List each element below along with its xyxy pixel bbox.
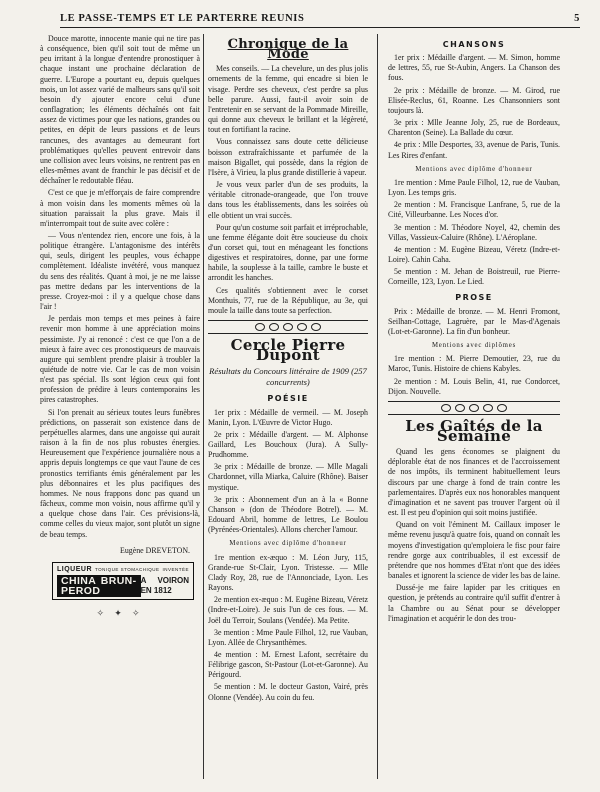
column-right (388, 34, 560, 774)
ad-tonique-label: TONIQUE STOMACHIQUE (94, 566, 160, 572)
ad-brand: CHINA BRUN-PEROD (57, 575, 141, 597)
paragraph: — Vous n'entendez rien, encore une fois, à la politique étrangère. L'antagonisme des intérêts qui, seuls, dirigent les peuples, vous échappe complètement. Idéaliste invétéré, vous manquez du sens des réalités. Quant à moi, je ne me laisse pas mettre dedans par les interventions de la presse. Croyez-moi : il y a quelque chose dans l'air ! (40, 230, 200, 312)
author-signature: Eugène DREVETON. (120, 545, 190, 555)
cercle-section-title: Cercle Pierre Dupont (230, 336, 346, 365)
column-left (40, 34, 200, 774)
mention-entry: 3e mention : Mme Paule Filhol, 12, rue Vauban, Lyon. Allée de Chrysanthèmes. (208, 627, 368, 647)
mention-entry: 4e mention : M. Ernest Lafont, secrétaire du Félibrige gascon, St-Pastour (Lot-et-Garonne). Au Périgourd. (208, 649, 368, 680)
column-rule (203, 34, 204, 779)
prize-entry: 2e prix : Médaille de bronze. — M. Girod, rue Elisée-Reclus, 61, Roanne. Les Chansonniers sont toujours là. (388, 85, 560, 115)
gaites-section-title: Les Gaîtés de la Semaine (405, 416, 543, 445)
chansons-label: CHANSONS (442, 40, 506, 49)
prize-entry: 3e prix : Abonnement d'un an à la « Bonne Chanson » (don de Théodore Botrel). — M. Edouard Abril, homme de lettres, Le Boulou (Pyrénées-Orientales). Allons chercher l'amour. (208, 494, 368, 535)
mention-entry: 2e mention : M. Louis Belin, 41, rue Condorcet, Dijon. Nouvelle. (388, 376, 560, 396)
results-title: Résultats du Concours littéraire de 1909 (257 concurrents) (209, 366, 367, 388)
prize-entry: 2e prix : Médaille d'argent. — M. Alphonse Gaillard, Les Bouchoux (Jura). A Sully-Prudhomme. (208, 429, 368, 460)
mention-entry: 5e mention : M. Jehan de Boistreuil, rue Pierre-Corneille, 123, Lyon. Le Lied. (388, 267, 560, 287)
paragraph: C'est ce que je m'efforçais de faire comprendre à mon voisin dans les moments mêmes où la situation paraissait la plus grave. Mais il m'interrompait tout de suite avec colère : (40, 188, 200, 228)
ad-city: A VOIRON EN 1812 (140, 575, 189, 595)
mention-entry: 2e mention ex-æquo : M. Eugène Bizeau, Véretz (Indre-et-Loire). Je suis l'un de ces fous. — M. Joël du Terroir, Soulans (Vendée). Ma Petite. (208, 595, 368, 625)
mentions-label: Mentions avec diplôme d'honneur (229, 540, 347, 548)
journal-title: LE PASSE-TEMPS ET LE PARTERRE REUNIS (60, 13, 305, 24)
liqueur-advertisement (52, 562, 194, 600)
paragraph: Vous connaissez sans doute cette délicieuse boisson extrafraîchissante et parfumée de la maison Bigallet, qui possède, dans la région de l'Isère, à Virieu, la plus grande distillerie à vapeur. (208, 137, 368, 177)
mode-section-title: Chronique de la Mode (227, 37, 349, 63)
paragraph: Dussé-je me faire lapider par les critiques en question, je prétends au contraire qu'il suffit d'entrer à la Chambre ou au Sénat pour se développer l'imagination et acquérir le don des trou- (388, 583, 560, 623)
paragraph: Je perdais mon temps et mes peines à faire revenir mon homme à une appréciation moins pessimiste. J'y ai renoncé : c'est ce que l'on a de mieux à faire avec ces pronostiqueurs de mauvais augure qui semblent prendre plaisir à troubler la quiétude de notre vie. Car le cas de mon voisin n'est pas spécial. Ils sont légion ceux qui font profession de prédire à leurs contemporains les pires catastrophes. (40, 314, 200, 405)
mention-entry: 5e mention : M. le docteur Gaston, Vairé, près Olonne (Vendée). Au coin du feu. (208, 682, 368, 702)
running-head (60, 10, 580, 28)
mention-entry: 1re mention : Mme Paule Filhol, 12, rue de Vauban, Lyon. Les temps gris. (388, 177, 560, 198)
prize-entry: Prix : Médaille de bronze. — M. Henri Fromont, Seilhan-Cottage, Lagruère, par le Mas-d'Agenais (Lot-et-Garonne). La fin d'un bonheur. (388, 306, 560, 336)
poesie-label: POÉSIE (267, 394, 309, 404)
ornament-divider (208, 320, 368, 334)
prize-entry: 1er prix : Médaille d'argent. — M. Simon, homme de lettres, 55, rue St-Aubin, Angers. La Chanson des fous. (388, 53, 560, 83)
paragraph: Mes conseils. — La chevelure, un des plus jolis ornements de la femme, qui encadre si bien le visage. Perdre ses cheveux, c'est perdre sa plus belle parure. Aussi, faut-il avoir soin de l'entretenir en se servant de la Pommade Mireille, qui donne aux cheveux le brillant et la légèreté, tout en fortifiant la racine. (208, 64, 368, 135)
mention-entry: 2e mention : M. Francisque Lanfrane, 5, rue de la Cité, Villeurbanne. Les Noces d'or. (388, 200, 560, 220)
prize-entry: 4e prix : Mlle Desportes, 33, avenue de Paris, Tunis. Les Rires d'enfant. (388, 140, 560, 160)
paragraph: Je vous veux parler d'un de ses produits, la véritable citronade-orangeade, que l'on trouve dans tous les établissements, dans les soirées où elle obtient un vrai succès. (208, 180, 368, 220)
paragraph: Douce marotte, innocente manie qui ne tire pas à conséquence, bien qu'il soit tout de même un peu irritant à la longue d'entendre pronostiquer à chaque instant une prochaine déclaration de guerre. L'Europe a pourtant eu, depuis quelques mois, un lot assez varié de malheurs sans qu'il soit besoin d'y ajouter encore celui d'une conflagration; les éléments déchaînés ont fait assez de victimes pour que les nations, grandes ou petites, en dépit de leurs passions et de leurs rancunes, des avantages au demeurant fort problématiques qu'elles peuvent entrevoir dans une collision avec leurs voisins, ne rentrent pas en elles-mêmes avant de franchir le pas décisif et de déchaîner le redoutable fléau. (40, 34, 200, 186)
mention-entry: 3e mention : M. Théodore Noyel, 42, chemin des Villas, Vassieux-Caluire (Rhône). L'Aéroplane. (388, 222, 560, 242)
prize-entry: 3e prix : Mlle Jeanne Joly, 25, rue de Bordeaux, Charenton (Seine). La Ballade du cœur. (388, 118, 560, 138)
ad-inventee-label: INVENTÉE (162, 566, 189, 572)
mention-entry: 1re mention ex-æquo : M. Léon Jury, 115, Grande-rue St-Clair, Lyon. Tristesse. — Mlle Clady Roy, 28, rue de l'Annonciade, Lyon. Les Rayons. (208, 552, 368, 593)
page-number: 5 (574, 13, 580, 24)
paragraph: Quand on voit l'éminent M. Caillaux imposer le même revenu jusqu'à quatre fois, quand on connaît les moyens d'investigation qu'emploiera le fisc pour faire rendre gorge aux contribuables, il est excessif de prétendre que nos hommes d'Etat n'ont que des idées banales et ignorent la science de vider les bas de laine. (388, 520, 560, 581)
ad-liqueur-label: LIQUEUR (57, 565, 92, 573)
column-middle (208, 34, 368, 774)
prize-entry: 3e prix : Médaille de bronze. — Mlle Magali Chardonnet, villa Miarka, Caluire (Rhône). Baiser mystique. (208, 462, 368, 492)
paragraph: Pour qu'un costume soit parfait et irréprochable, une femme élégante doit être soucieuse du choix d'un corset qui, tout en ménageant les fonctions digestives et respiratoires, donne, par une forme habile, la souplesse à la taille, cambre le buste et arrondit les hanches. (208, 222, 368, 283)
prize-entry: 1er prix : Médaille de vermeil. — M. Joseph Manin, Lyon. L'Œuvre de Victor Hugo. (208, 407, 368, 427)
ornament-divider: ✧ ✦ ✧ (96, 607, 144, 618)
mention-entry: 4e mention : M. Eugène Bizeau, Véretz (Indre-et-Loire). Cahin Caha. (388, 244, 560, 264)
prose-label: PROSE (455, 293, 493, 303)
column-rule (377, 34, 378, 779)
mentions-label: Mentions avec diplômes (431, 342, 517, 350)
paragraph: Ces qualités s'obtiennent avec le corset Monthuis, 77, rue de la République, au 3e, qui moule la taille dans toute sa perfection. (208, 285, 368, 315)
ornament-divider (388, 401, 560, 415)
mentions-label: Mentions avec diplôme d'honneur (415, 165, 533, 173)
paragraph: Quand les gens économes se plaignent du déplorable état de nos finances et de l'accroissement de nos impôts, ils terminent habituellement leurs discours par une charge à fond de train contre les parlementaires. D'après eux nos honorables manquent d'imagination et ne savent pas trouver l'argent où il est. Il est peu d'opinion qui soit moins justifiée. (388, 447, 560, 518)
mention-entry: 1re mention : M. Pierre Demoutier, 23, rue du Maroc, Tunis. Histoire de chiens Kabyles. (388, 354, 560, 374)
paragraph: Si l'on prenait au sérieux toutes leurs funèbres prédictions, on passerait son existence dans de perpétuelles alarmes, dans une angoisse qui aurait raison à la fin de nos plus robustes énergies. Heureusement que l'expérience journalière nous a appris depuis longtemps ce que vaut l'aune de ces pronostics terrifiants émis généralement par les plus débonnaires et les plus pacifiques des hommes. Ne nous frappons donc pas quand un fâcheux, comme mon voisin, nous affirme qu'il y a quelque chose dans l'air. Ces prévisions-là, comme celles du vieux major, sont plutôt un signe de beau temps. (40, 407, 200, 539)
